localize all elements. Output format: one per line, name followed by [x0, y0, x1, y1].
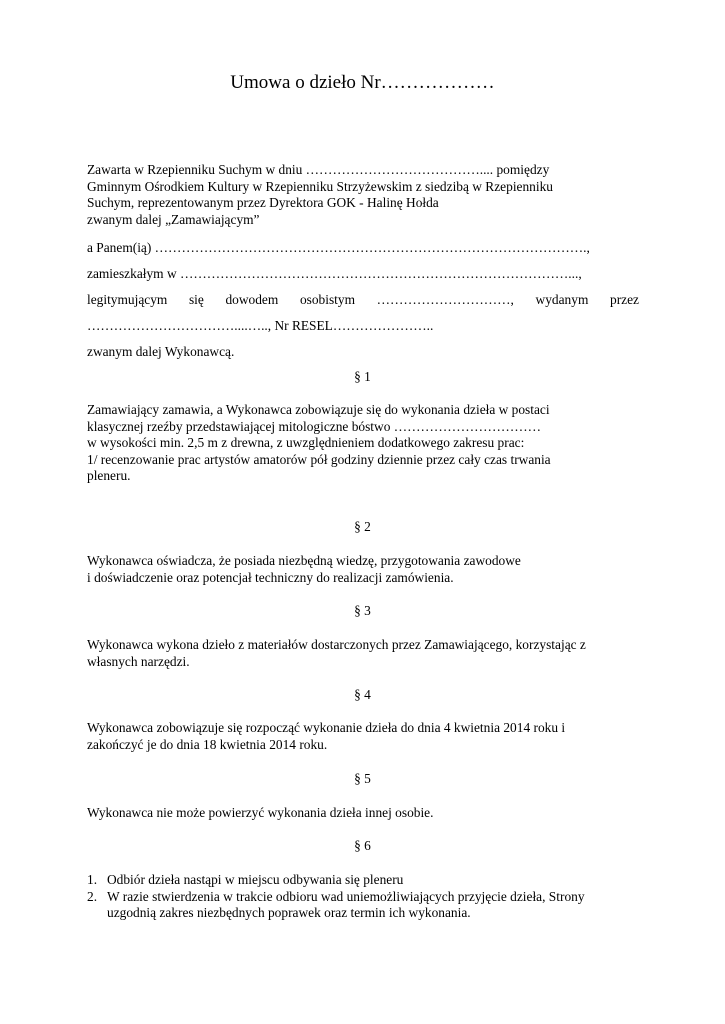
list-item	[87, 872, 639, 889]
section-heading-5: § 5	[354, 771, 371, 786]
id-word: przez	[610, 292, 639, 307]
section-heading-1: § 1	[354, 369, 371, 384]
body-line: Wykonawca oświadcza, że posiada niezbędną wiedzę, przygotowania zawodowe	[87, 553, 521, 568]
intro-line: zwanym dalej „Zamawiającym”	[87, 211, 260, 227]
list-item	[87, 889, 639, 922]
body-line: Wykonawca wykona dzieło z materiałów dostarczonych przez Zamawiającego, korzystając z	[87, 637, 586, 652]
section-heading-4: § 4	[354, 687, 371, 702]
intro-paragraph	[87, 162, 639, 228]
body-line: klasycznej rzeźby przedstawiającej mitologiczne bóstwo ……………………………	[87, 418, 542, 434]
list-item-text: W razie stwierdzenia w trakcie odbioru wad uniemożliwiających przyjęcie dzieła, Strony	[107, 888, 585, 904]
contractor-id-line	[87, 292, 639, 308]
body-line: własnych narzędzi.	[87, 653, 190, 669]
document-title: Umowa o dzieło Nr………………	[230, 72, 495, 93]
section-body-5	[87, 805, 639, 822]
section-body-1	[87, 402, 639, 485]
contractor-address-line: zamieszkałym w ……………………………………………………………………………...,	[87, 266, 582, 281]
intro-line: Gminnym Ośrodkiem Kultury w Rzepienniku Strzyżewskim z siedzibą w Rzepienniku	[87, 178, 553, 194]
body-line: Wykonawca nie może powierzyć wykonania dzieła innej osobie.	[87, 805, 434, 820]
contractor-resel-line: ……………………………....….., Nr RESEL…………………..	[87, 318, 434, 333]
section-body-3	[87, 637, 639, 670]
body-line: 1/ recenzowanie prac artystów amatorów pół godziny dziennie przez cały czas trwania	[87, 451, 551, 467]
body-line: pleneru.	[87, 468, 131, 484]
list-item-number: 1.	[87, 872, 98, 887]
list-item-text: Odbiór dzieła nastąpi w miejscu odbywania się pleneru	[107, 872, 404, 887]
numbered-list	[87, 872, 639, 922]
body-line	[87, 402, 639, 419]
contractor-name-line: a Panem(ią) …………………………………………………………………………………….,	[87, 240, 590, 255]
body-line-text: Zamawiający zamawia, a Wykonawca zobowiązuje się do wykonania dzieła w postaci	[87, 402, 550, 417]
section-heading-3: § 3	[354, 603, 371, 618]
id-word: wydanym	[535, 292, 589, 307]
section-body-4	[87, 720, 639, 753]
id-word: osobistym	[299, 292, 355, 307]
list-item-text: uzgodnią zakres niezbędnych poprawek oraz termin ich wykonania.	[107, 905, 471, 921]
section-heading-2: § 2	[354, 519, 371, 534]
intro-line: Suchym, reprezentowanym przez Dyrektora GOK - Halinę Hołda	[87, 195, 439, 211]
body-line: Wykonawca zobowiązuje się rozpocząć wykonanie dzieła do dnia 4 kwietnia 2014 roku i	[87, 720, 566, 735]
id-word: …………………………,	[376, 292, 514, 307]
id-word: się	[188, 292, 204, 307]
id-word: legitymującym	[87, 292, 168, 307]
section-heading-6: § 6	[354, 838, 371, 853]
section-body-6	[87, 872, 639, 922]
list-item-number: 2.	[87, 888, 98, 904]
section-body-2	[87, 553, 639, 586]
body-line: w wysokości min. 2,5 m z drewna, z uwzględnieniem dodatkowego zakresu prac:	[87, 435, 525, 451]
contractor-called-line: zwanym dalej Wykonawcą.	[87, 344, 235, 359]
body-line: zakończyć je do dnia 18 kwietnia 2014 roku.	[87, 736, 328, 752]
id-word: dowodem	[225, 292, 279, 307]
intro-line: Zawarta w Rzepienniku Suchym w dniu ………………………………….... pomiędzy	[87, 162, 550, 177]
body-line: i doświadczenie oraz potencjał techniczny do realizacji zamówienia.	[87, 569, 454, 585]
